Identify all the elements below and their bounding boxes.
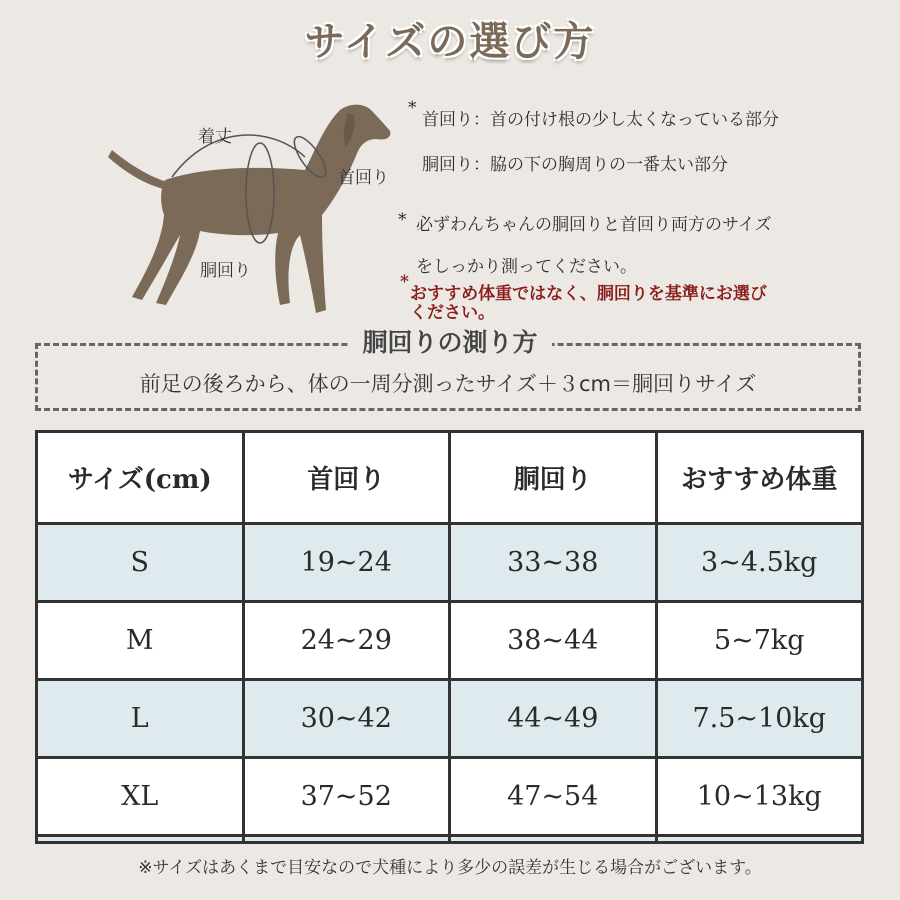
cell-size: S	[37, 523, 244, 601]
table-row	[37, 679, 863, 757]
header-weight: おすすめ体重	[656, 432, 863, 524]
cell-weight: 3~4.5kg	[656, 523, 863, 601]
size-table	[35, 430, 864, 844]
header-chest: 胴回り	[450, 432, 657, 524]
table-row	[37, 601, 863, 679]
cell-neck: 24~29	[243, 601, 450, 679]
cell-size: XL	[37, 758, 244, 836]
label-chest: 胴回り	[200, 261, 251, 281]
cell-weight: 7.5~10kg	[656, 679, 863, 757]
note-weight-1: おすすめ体重ではなく、胴回りを基準にお選び	[410, 284, 767, 304]
note-chest: 胴回り：脇の下の胸周りの一番太い部分	[422, 155, 728, 175]
cell-weight: 10~13kg	[656, 758, 863, 836]
table-row	[37, 758, 863, 836]
cell-chest: 44~49	[450, 679, 657, 757]
cell-chest: 33~38	[450, 523, 657, 601]
note-measure-both-1: 必ずわんちゃんの胴回りと首回り両方のサイズ	[416, 215, 772, 235]
measure-title: 胴回りの測り方	[348, 328, 551, 357]
table-row	[37, 523, 863, 601]
header-neck: 首回り	[243, 432, 450, 524]
page-title: サイズの選び方	[304, 19, 596, 65]
cell-neck: 19~24	[243, 523, 450, 601]
dog-illustration	[100, 95, 410, 330]
header-size: サイズ(cm)	[37, 432, 244, 524]
cell-neck	[243, 836, 450, 843]
note-neck: 首回り：首の付け根の少し太くなっている部分	[422, 110, 779, 130]
cell-weight	[656, 836, 863, 843]
asterisk-icon: *	[408, 98, 417, 118]
measure-text: 前足の後ろから、体の一周分測ったサイズ＋３cm＝胴回りサイズ	[139, 372, 757, 396]
cell-size: L	[37, 679, 244, 757]
asterisk-icon: *	[400, 272, 409, 292]
cell-neck: 37~52	[243, 758, 450, 836]
table-row	[37, 836, 863, 843]
cell-chest	[450, 836, 657, 843]
cell-neck: 30~42	[243, 679, 450, 757]
table-header-row	[37, 432, 863, 524]
cell-chest: 47~54	[450, 758, 657, 836]
note-measure-both-2: をしっかり測ってください。	[416, 257, 637, 277]
label-length: 着丈	[198, 127, 232, 147]
cell-chest: 38~44	[450, 601, 657, 679]
asterisk-icon: *	[398, 210, 407, 230]
note-weight-2: ください。	[410, 303, 495, 323]
cell-size	[37, 836, 244, 843]
cell-weight: 5~7kg	[656, 601, 863, 679]
label-neck: 首回り	[338, 168, 389, 188]
cell-size: M	[37, 601, 244, 679]
dog-silhouette-icon	[100, 95, 410, 330]
footnote: ※サイズはあくまで目安なので犬種により多少の誤差が生じる場合がございます。	[138, 858, 762, 878]
measure-title-wrap	[0, 323, 900, 359]
